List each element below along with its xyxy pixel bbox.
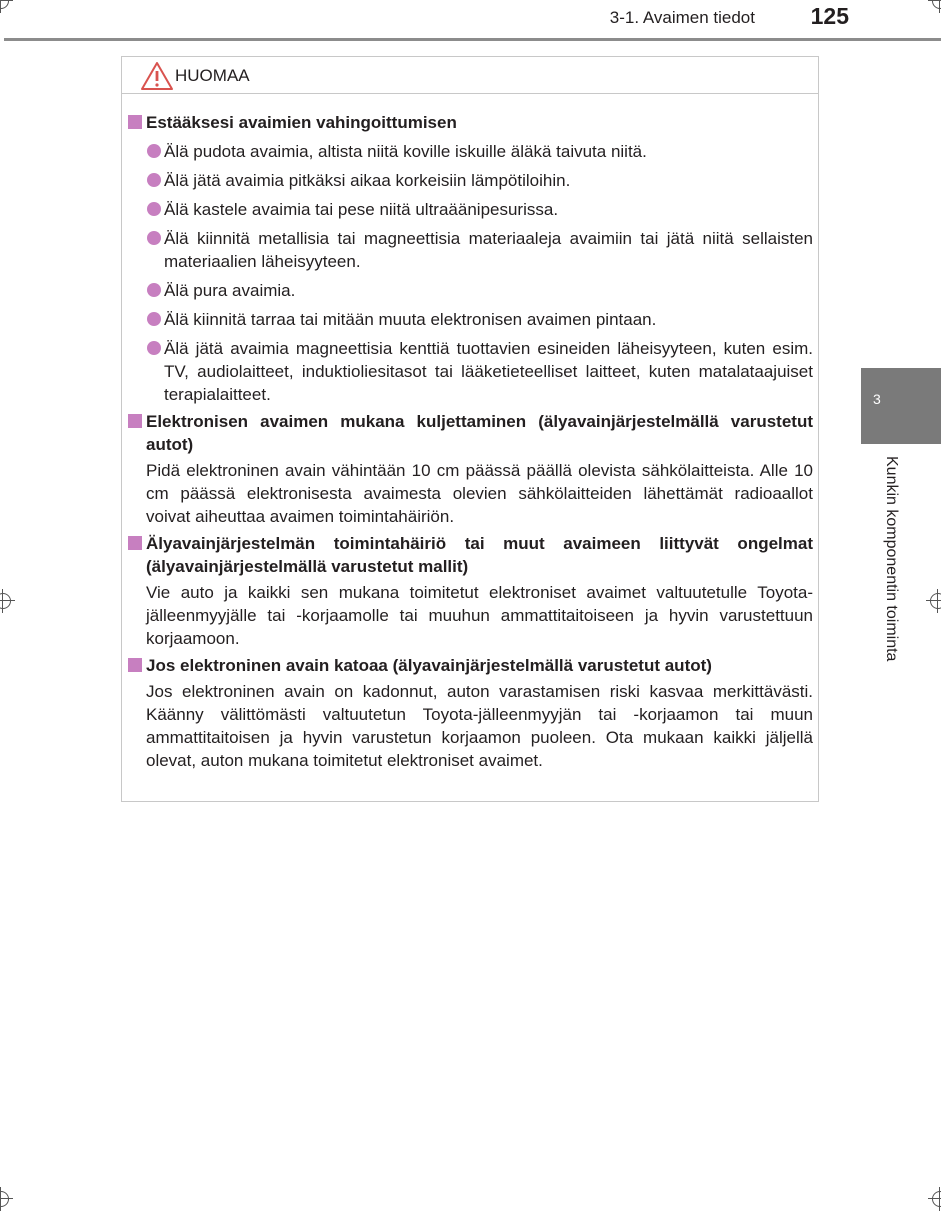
section-lost-key — [127, 654, 813, 772]
running-header-title: 3-1. Avaimen tiedot — [609, 8, 755, 27]
circle-bullet-icon — [147, 283, 161, 297]
section-heading: Estääksesi avaimien vahingoittumisen — [146, 113, 457, 132]
chapter-tab — [861, 368, 941, 444]
circle-bullet-icon — [147, 231, 161, 245]
section-body: Vie auto ja kaikki sen mukana toimitetut elektroniset avaimet valtuutetulle Toyota-jälleenmyyjälle tai -korjaamolle tai muuhun ammattitaitoiseen ja hyvin varustettuun korjaamoon. — [146, 583, 813, 648]
crop-mark-bottom-right — [928, 1187, 941, 1211]
notice-header — [122, 57, 818, 94]
list-item — [146, 227, 813, 273]
page-number: 125 — [810, 3, 849, 29]
circle-bullet-icon — [147, 173, 161, 187]
square-marker-icon — [128, 414, 142, 428]
crop-mark-mid-left — [0, 589, 15, 613]
section-heading: Elektronisen avaimen mukana kuljettaminen (älyavainjärjestelmällä varustetut autot) — [146, 412, 813, 454]
list-item-text: Älä kiinnitä tarraa tai mitään muuta elektronisen avaimen pintaan. — [164, 310, 657, 329]
section-key-damage — [127, 111, 813, 406]
square-marker-icon — [128, 115, 142, 129]
header-rule — [4, 38, 941, 41]
section-heading: Älyavainjärjestelmän toimintahäiriö tai muut avaimeen liittyvät ongelmat (älyavainjärjestelmällä varustetut mallit) — [146, 534, 813, 576]
list-item-text: Älä pura avaimia. — [164, 281, 296, 300]
circle-bullet-icon — [147, 312, 161, 326]
chapter-number: 3 — [873, 391, 881, 407]
list-item — [146, 337, 813, 406]
square-marker-icon — [128, 658, 142, 672]
crop-mark-mid-right — [926, 589, 941, 613]
circle-bullet-icon — [147, 202, 161, 216]
square-marker-icon — [128, 536, 142, 550]
bullet-list — [146, 140, 813, 406]
list-item-text: Älä kiinnitä metallisia tai magneettisia materiaaleja avaimiin tai jätä niitä sellaisten materiaalien läheisyyteen. — [164, 229, 813, 271]
section-body: Pidä elektroninen avain vähintään 10 cm päässä päällä olevista sähkölaitteista. Alle 10 cm päässä elektronisesta avaimesta olevien sähkölaitteiden lähettämät radioaallot voivat aiheuttaa avaimen toimintahäiriön. — [146, 461, 813, 526]
list-item — [146, 140, 813, 163]
list-item-text: Älä jätä avaimia magneettisia kenttiä tuottavien esineiden läheisyyteen, kuten esim. TV, audiolaitteet, induktioliesitasot tai lääketieteelliset laitteet, kuten matalataajuiset terapialaitteet. — [164, 339, 813, 404]
list-item-text: Älä kastele avaimia tai pese niitä ultraäänipesurissa. — [164, 200, 559, 219]
list-item-text: Älä jätä avaimia pitkäksi aikaa korkeisiin lämpötiloihin. — [164, 171, 571, 190]
crop-mark-top-left — [0, 0, 13, 13]
notice-label: HUOMAA — [175, 66, 250, 85]
list-item-text: Älä pudota avaimia, altista niitä koville iskuille äläkä taivuta niitä. — [164, 142, 647, 161]
list-item — [146, 169, 813, 192]
section-carrying-key — [127, 410, 813, 528]
warning-triangle-icon — [140, 61, 174, 91]
section-body: Jos elektroninen avain on kadonnut, auton varastamisen riski kasvaa merkittävästi. Käänny välittömästi valtuutetun Toyota-jälleenmyyjän tai -korjaamon tai muun ammattitaitoisen ja hyvin varustetun korjaamon puoleen. Ota mukaan kaikki jäljellä olevat, auton mukana toimitetut elektroniset avaimet. — [146, 682, 813, 770]
list-item — [146, 308, 813, 331]
crop-mark-bottom-left — [0, 1187, 13, 1211]
section-heading: Jos elektroninen avain katoaa (älyavainjärjestelmällä varustetut autot) — [146, 656, 712, 675]
notice-content — [127, 111, 813, 776]
section-malfunction — [127, 532, 813, 650]
list-item — [146, 198, 813, 221]
notice-box — [121, 56, 819, 802]
list-item — [146, 279, 813, 302]
circle-bullet-icon — [147, 144, 161, 158]
crop-mark-top-right — [928, 0, 941, 13]
chapter-title: Kunkin komponentin toiminta — [883, 456, 900, 662]
circle-bullet-icon — [147, 341, 161, 355]
